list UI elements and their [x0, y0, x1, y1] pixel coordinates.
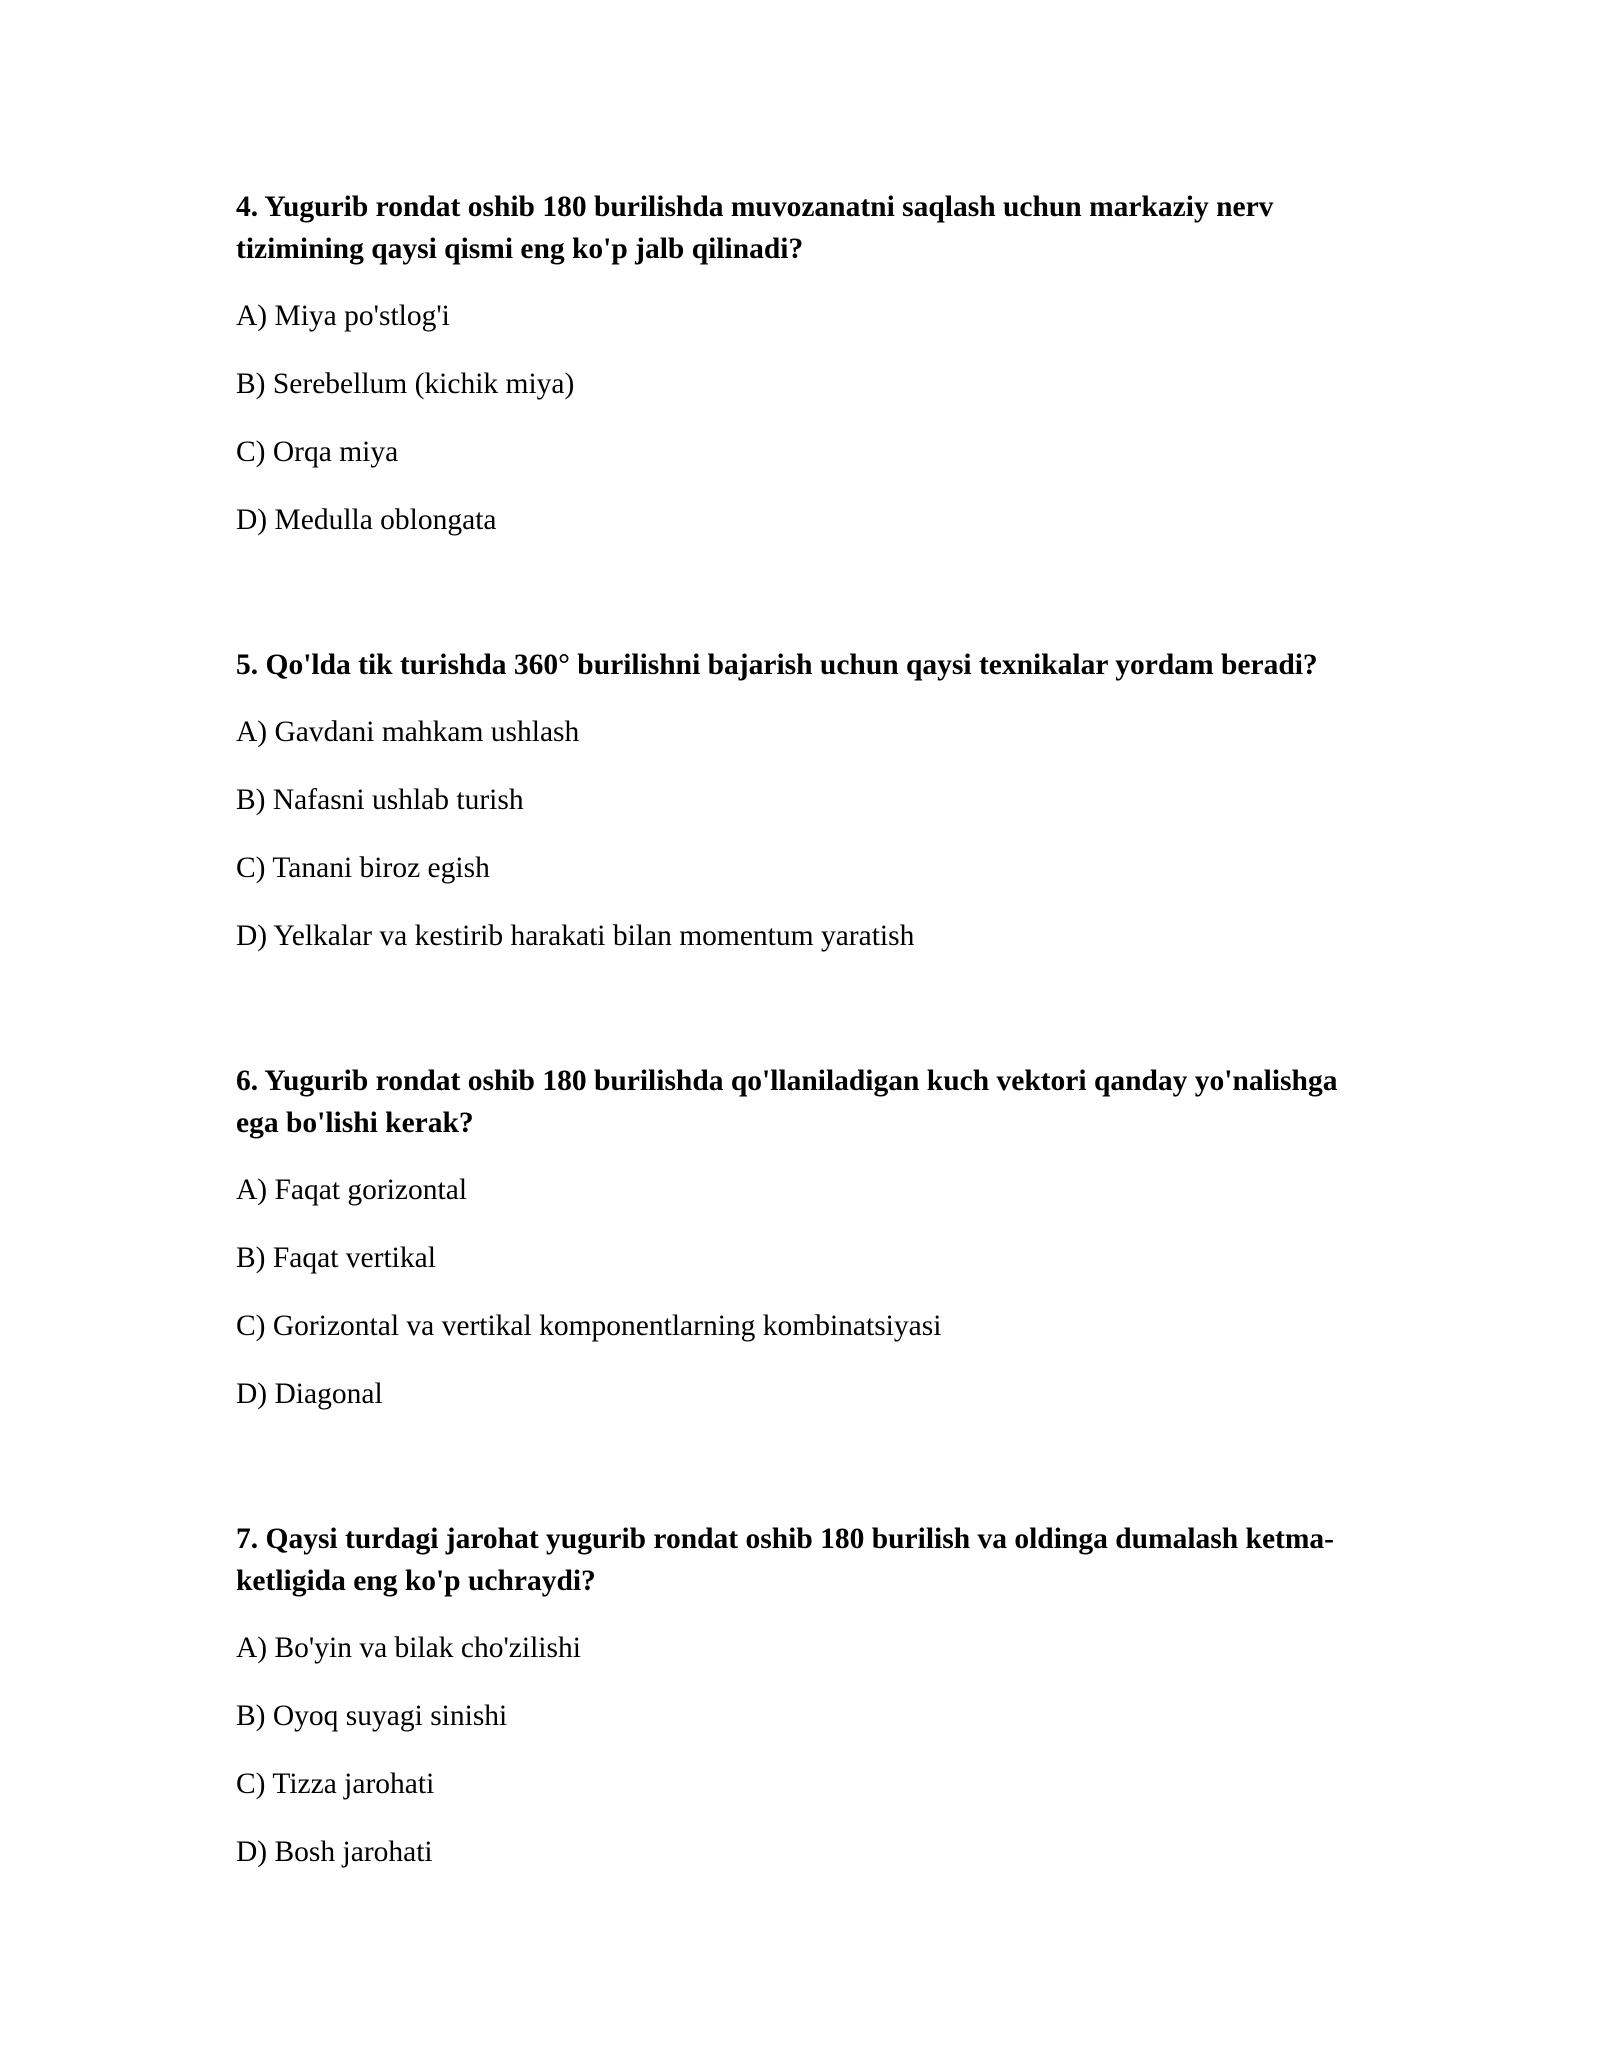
option-c: C) Orqa miya: [236, 436, 399, 468]
option-d: D) Yelkalar va kestirib harakati bilan momentum yaratish: [236, 920, 915, 952]
option-a: A) Bo'yin va bilak cho'zilishi: [236, 1632, 581, 1664]
option-d: D) Bosh jarohati: [236, 1836, 433, 1868]
option-a: A) Faqat gorizontal: [236, 1174, 468, 1206]
option-b: B) Faqat vertikal: [236, 1242, 436, 1274]
option-b: B) Serebellum (kichik miya): [236, 368, 575, 400]
question-text: 6. Yugurib rondat oshib 180 burilishda qo'llaniladigan kuch vektori qanday yo'nalishga ega bo'lishi kerak?: [236, 1065, 1338, 1139]
option-d: D) Medulla oblongata: [236, 504, 497, 536]
question-5: [236, 644, 1376, 957]
document-page: [236, 186, 1376, 1976]
option-b: B) Nafasni ushlab turish: [236, 784, 524, 816]
question-7: [236, 1518, 1376, 1873]
question-text: 5. Qo'lda tik turishda 360° burilishni bajarish uchun qaysi texnikalar yordam beradi?: [236, 649, 1318, 681]
question-6: [236, 1060, 1376, 1415]
option-c: C) Tizza jarohati: [236, 1768, 435, 1800]
question-text: 4. Yugurib rondat oshib 180 burilishda muvozanatni saqlash uchun markaziy nerv tizimining qaysi qismi eng ko'p jalb qilinadi?: [236, 191, 1274, 265]
option-b: B) Oyoq suyagi sinishi: [236, 1700, 508, 1732]
option-c: C) Tanani biroz egish: [236, 852, 490, 884]
question-text: 7. Qaysi turdagi jarohat yugurib rondat oshib 180 burilish va oldinga dumalash ketma-ketligida eng ko'p uchraydi?: [236, 1523, 1335, 1597]
option-c: C) Gorizontal va vertikal komponentlarning kombinatsiyasi: [236, 1310, 942, 1342]
option-d: D) Diagonal: [236, 1378, 383, 1410]
question-4: [236, 186, 1376, 541]
option-a: A) Gavdani mahkam ushlash: [236, 716, 580, 748]
option-a: A) Miya po'stlog'i: [236, 300, 450, 332]
